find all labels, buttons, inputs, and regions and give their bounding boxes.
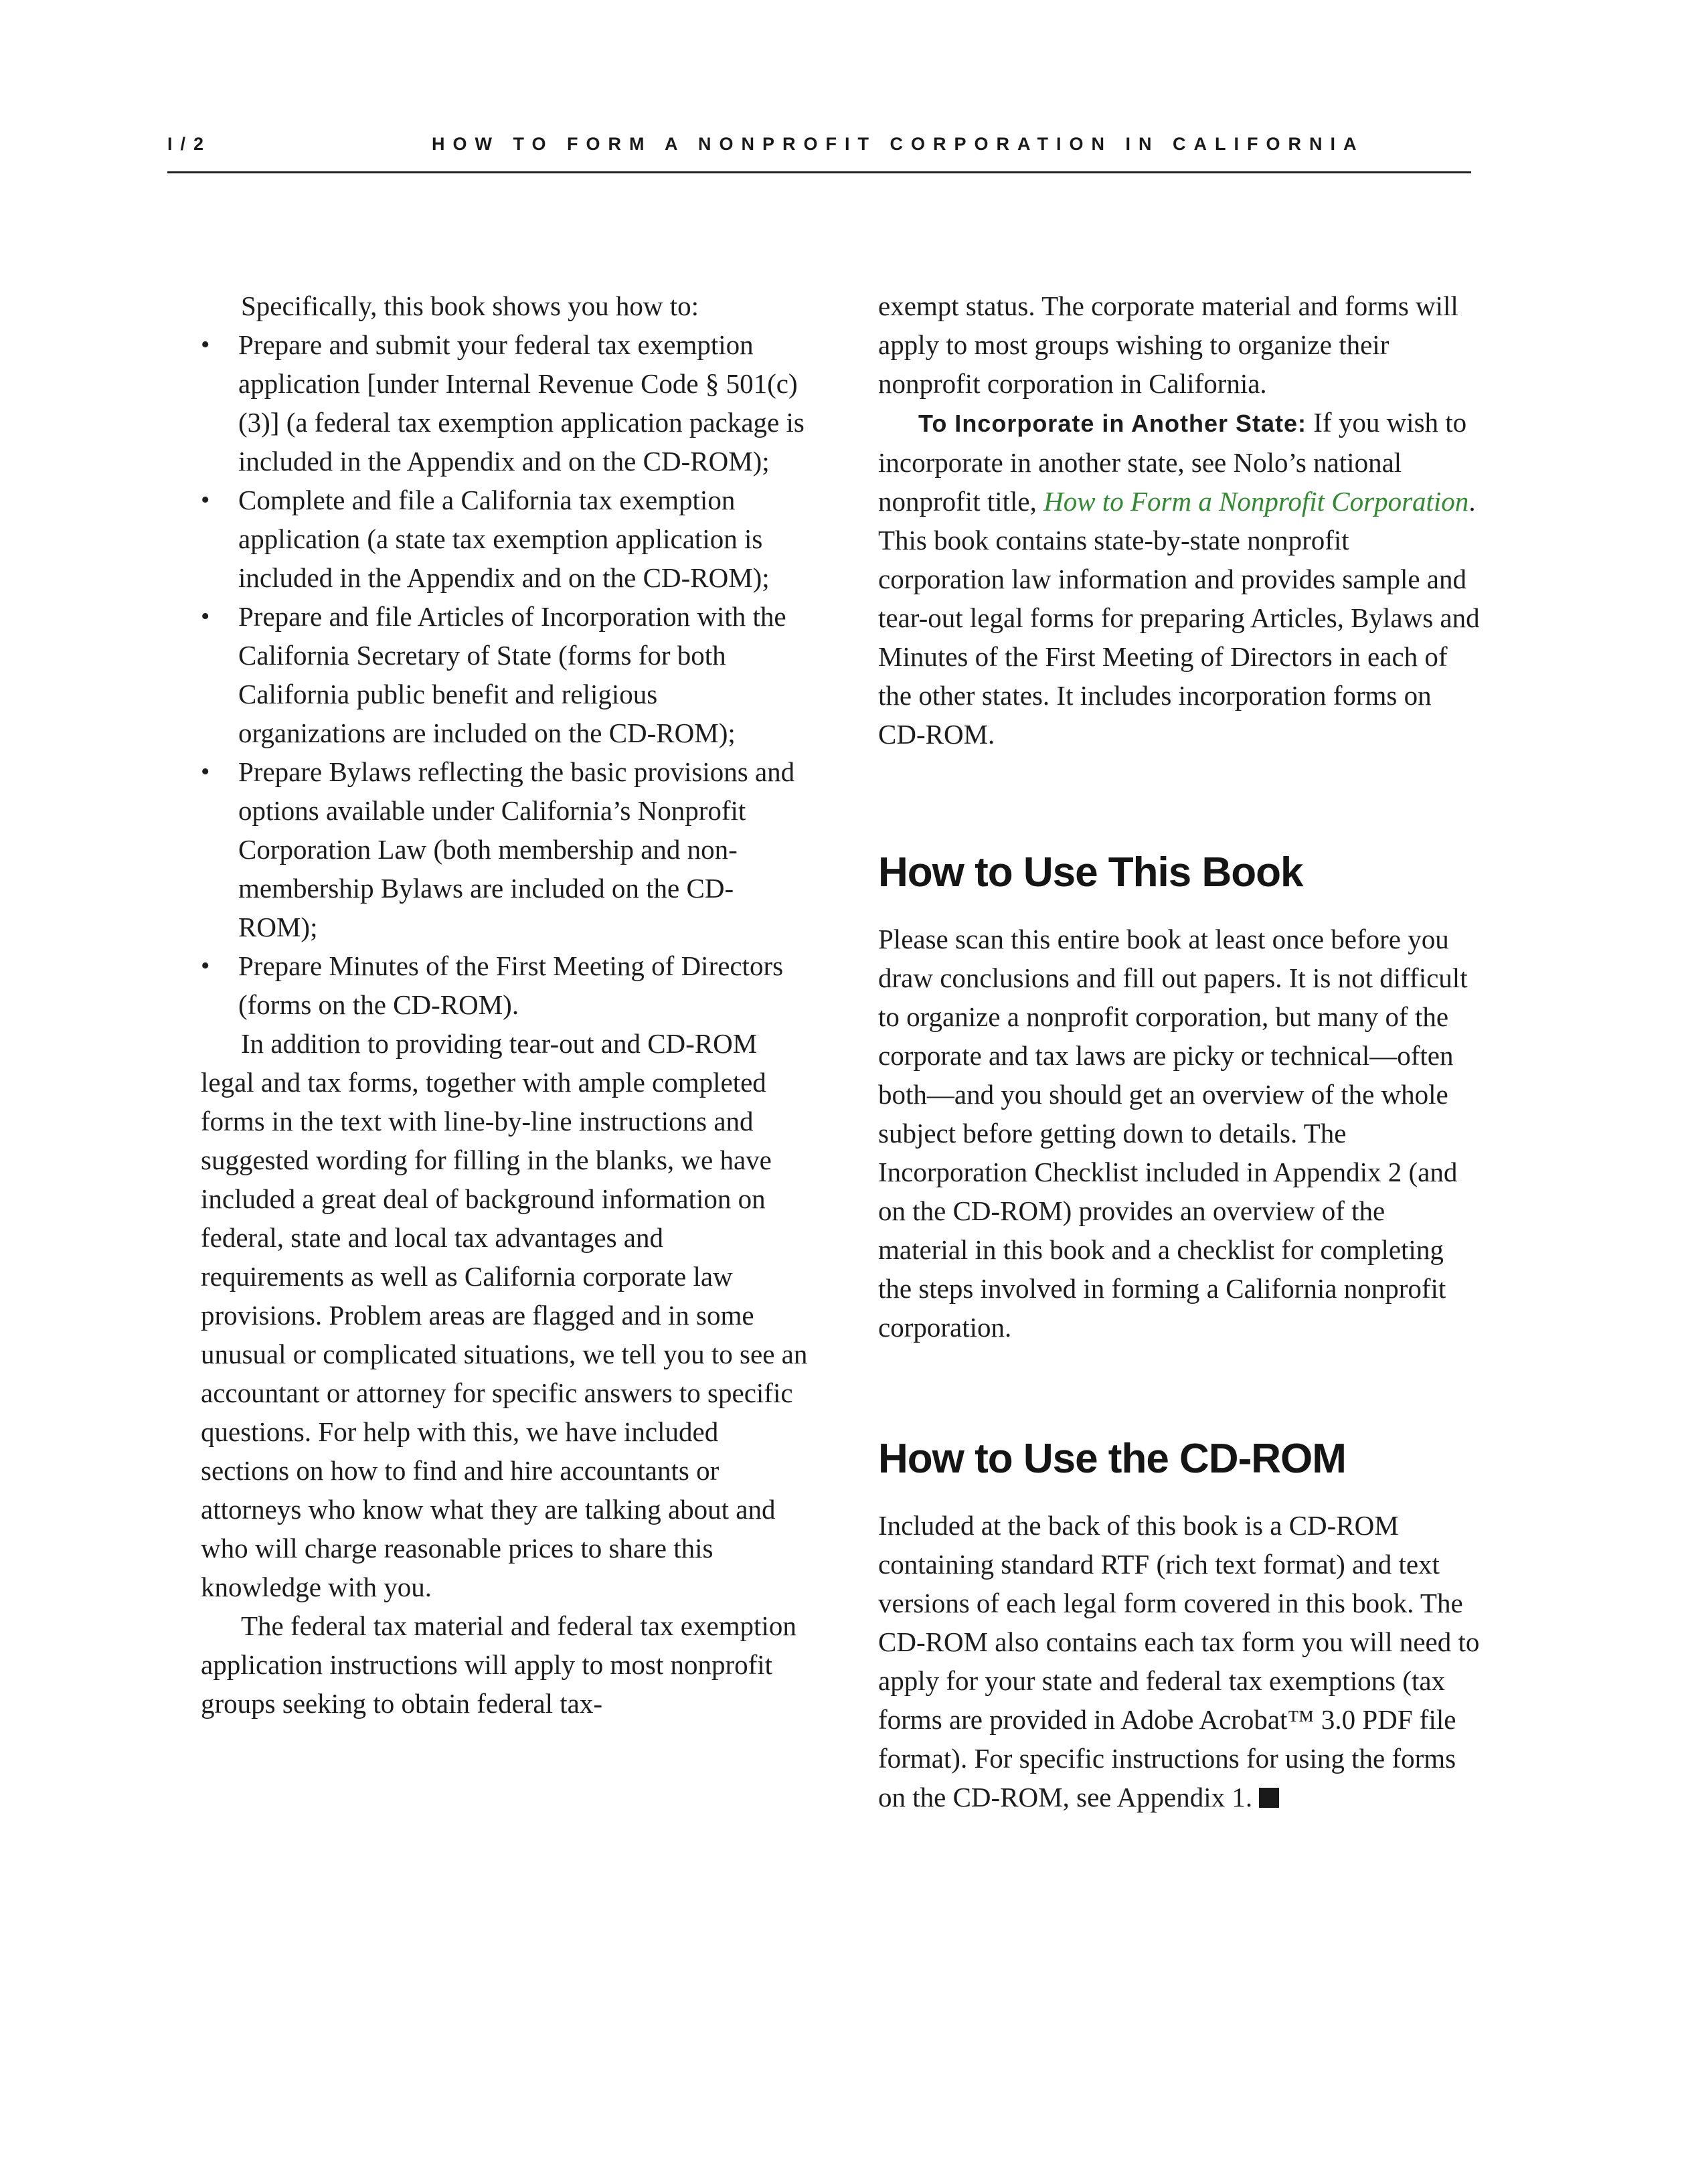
bullet-icon: • [201,602,210,631]
feature-list [201,325,810,1024]
section-heading-use-book: How to Use This Book [878,849,1303,896]
run-in-heading: To Incorporate in Another State: [918,410,1307,437]
cross-reference-book-title: How to Form a Nonprofit Corporation [1043,486,1469,517]
right-column [878,286,1481,1817]
bullet-icon: • [201,952,210,980]
other-state-text-after: . This book contains state-by-state nonprofit corporation law information and provides sample and tear-out legal forms for preparing Articles, Bylaws and Minutes of the First Meeting of Directors in each of the other states. It includes incorporation forms on CD-ROM. [878,486,1480,750]
running-head [167,131,1471,173]
list-item: • Prepare Bylaws reflecting the basic provisions and options available under California’s Nonprofit Corporation Law (both membership and non-membership Bylaws are included on the CD-ROM); [201,752,810,946]
other-state-text-before: If you wish to incorporate in another state, see Nolo’s national nonprofit title, [878,407,1467,517]
bullet-icon: • [201,758,210,786]
list-item: • Prepare and file Articles of Incorporation with the California Secretary of State (forms for both California public benefit and religious organizations are included on the CD-ROM); [201,597,810,752]
left-column [201,286,810,1723]
end-mark-icon [1259,1788,1279,1808]
federal-paragraph: The federal tax material and federal tax exemption application instructions will apply to most nonprofit groups seeking to obtain federal tax- [201,1610,796,1719]
bullet-icon: • [201,486,210,514]
bullet-icon: • [201,331,210,359]
other-state-paragraph [878,403,1481,754]
continued-paragraph: exempt status. The corporate material and forms will apply to most groups wishing to organize their nonprofit corporation in California. [878,290,1458,399]
addition-paragraph: In addition to providing tear-out and CD-ROM legal and tax forms, together with ample completed forms in the text with line-by-line instructions and suggested wording for filling in the blanks, we have included a great deal of background information on federal, state and local tax advantages and requirements as well as California corporate law provisions. Problem areas are flagged and in some unusual or complicated situations, we tell you to see an accountant or attorney for specific answers to specific questions. For help with this, we have included sections on how to find and hire accountants or attorneys who know what they are talking about and who will charge reasonable prices to share this knowledge with you. [201,1028,808,1602]
list-item: • Prepare and submit your federal tax exemption application [under Internal Revenue Code § 501(c)(3)] (a federal tax exemption application package is included in the Appendix and on the CD-ROM); [201,325,810,481]
intro-paragraph: Specifically, this book shows you how to: [241,290,699,321]
page-number: I/2 [167,134,212,154]
section-heading-use-cdrom: How to Use the CD-ROM [878,1436,1346,1482]
list-item: • Complete and file a California tax exemption application (a state tax exemption application is included in the Appendix and on the CD-ROM); [201,481,810,597]
list-item: • Prepare Minutes of the First Meeting of Directors (forms on the CD-ROM). [201,946,810,1024]
use-book-paragraph: Please scan this entire book at least once before you draw conclusions and fill out papers. It is not difficult to organize a nonprofit corporation, but many of the corporate and tax laws are picky or technical—often both—and you should get an overview of the whole subject before getting down to details. The Incorporation Checklist included in Appendix 2 (and on the CD-ROM) provides an overview of the material in this book and a checklist for completing the steps involved in forming a California nonprofit corporation. [878,924,1468,1343]
use-cdrom-paragraph: Included at the back of this book is a CD-ROM containing standard RTF (rich text format) and text versions of each legal form covered in this book. The CD-ROM also contains each tax form you will need to apply for your state and federal tax exemptions (tax forms are provided in Adobe Acrobat™ 3.0 PDF file format). For specific instructions for using the forms on the CD-ROM, see Appendix 1. [878,1510,1480,1813]
running-title: HOW TO FORM A NONPROFIT CORPORATION IN CALIFORNIA [432,134,1365,154]
